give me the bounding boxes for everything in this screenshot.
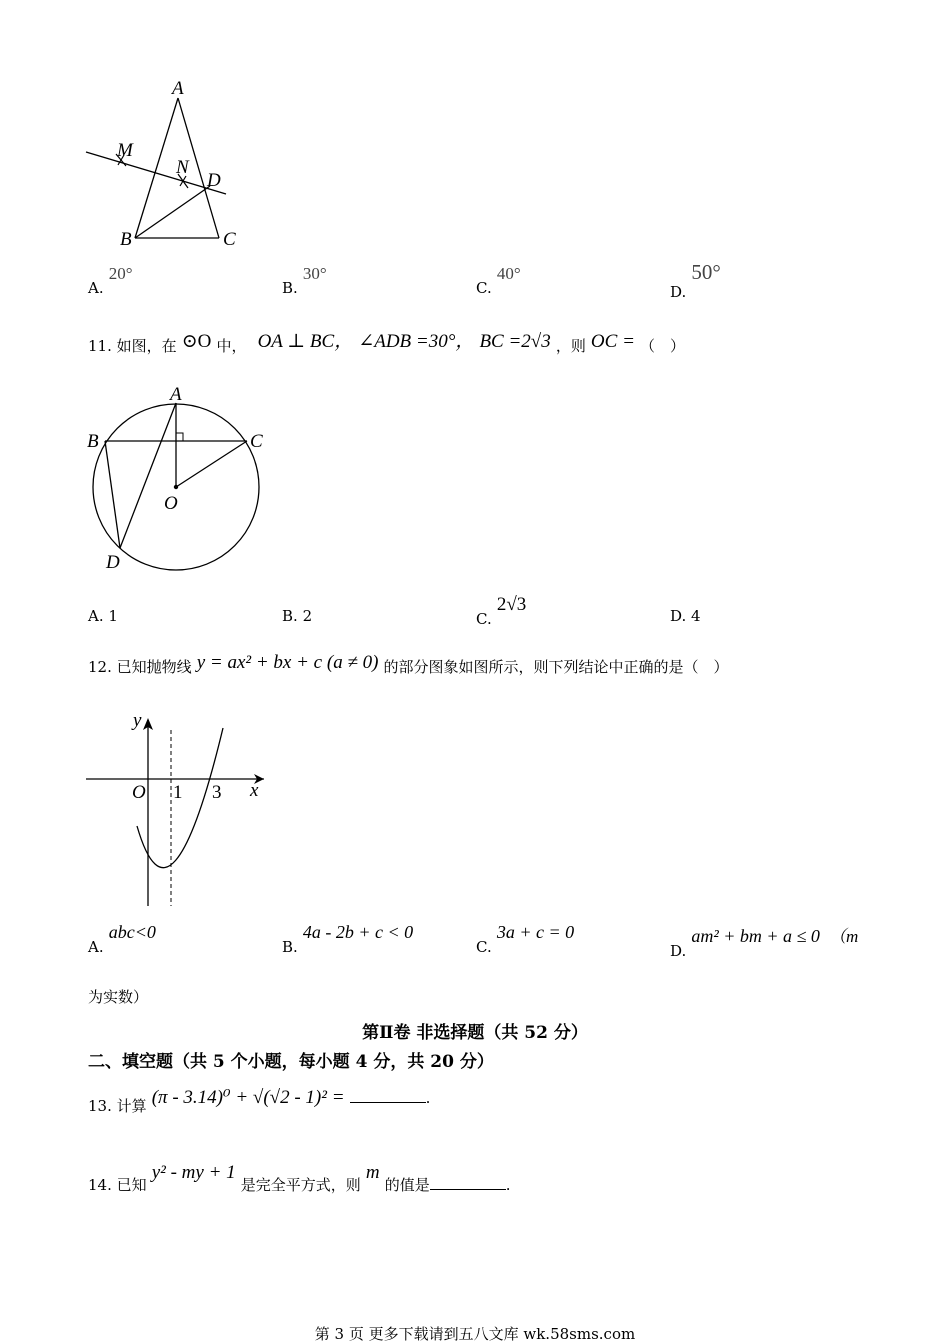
option-value: 2 bbox=[302, 607, 313, 625]
q11-option-d[interactable] bbox=[670, 607, 701, 625]
label-1: 1 bbox=[173, 782, 183, 803]
q10-triangle-figure bbox=[80, 76, 250, 256]
option-letter: B. bbox=[282, 938, 298, 956]
option-value: 3a + c = 0 bbox=[496, 922, 575, 942]
q11-ask: OC = bbox=[590, 331, 635, 352]
label-d: D bbox=[207, 170, 221, 191]
option-d-tail: （m bbox=[829, 927, 859, 946]
option-value: abc<0 bbox=[108, 922, 156, 942]
q13-answer-blank[interactable] bbox=[350, 1088, 426, 1103]
option-value: 1 bbox=[108, 607, 118, 625]
q14-tail: 的值是 bbox=[384, 1176, 430, 1194]
q12-number: 12. 已知抛物线 bbox=[88, 658, 192, 676]
chord-bd bbox=[105, 441, 120, 548]
q11-circle: ⊙O bbox=[181, 331, 212, 352]
label-3: 3 bbox=[212, 782, 222, 803]
label-b: B bbox=[87, 431, 99, 452]
q14-number: 14. 已知 bbox=[88, 1176, 147, 1194]
option-value: 4a - 2b + c < 0 bbox=[302, 922, 414, 942]
option-letter: A. bbox=[88, 279, 104, 297]
page-footer: 第 3 页 更多下载请到五八文库 wk.58sms.com bbox=[314, 1325, 636, 1343]
label-m: M bbox=[117, 140, 133, 161]
label-a: A bbox=[172, 78, 184, 99]
q13-number: 13. 计算 bbox=[88, 1097, 147, 1115]
q12-option-c[interactable] bbox=[476, 922, 575, 956]
label-y: y bbox=[133, 710, 142, 731]
option-letter: D. bbox=[670, 942, 687, 960]
option-letter: B. bbox=[282, 279, 298, 297]
q13-end: . bbox=[425, 1089, 431, 1107]
q10-option-b[interactable] bbox=[282, 264, 327, 297]
label-c: C bbox=[223, 229, 236, 250]
q14-end: . bbox=[505, 1176, 511, 1194]
part-heading: 二、填空题（共 5 个小题，每小题 4 分，共 20 分） bbox=[88, 1052, 494, 1072]
q11-cond1: OA ⊥ BC， bbox=[257, 331, 354, 352]
q12-formula: y = ax² + bx + c (a ≠ 0) bbox=[196, 652, 379, 673]
option-letter: C. bbox=[476, 938, 492, 956]
q11-middle: 中， bbox=[216, 337, 247, 355]
q10-option-a[interactable] bbox=[88, 264, 133, 297]
label-o: O bbox=[132, 782, 146, 803]
q13-expr: (π - 3.14)⁰ + √(√2 - 1)² = bbox=[151, 1087, 345, 1108]
q11-option-a[interactable] bbox=[88, 607, 118, 625]
q13-stem bbox=[88, 1086, 431, 1115]
q12-option-b[interactable] bbox=[282, 922, 414, 956]
q12-option-d-wrap: 为实数） bbox=[88, 988, 149, 1006]
label-n: N bbox=[176, 157, 189, 178]
option-value: 40° bbox=[496, 264, 521, 283]
q11-paren: （ ） bbox=[639, 337, 685, 355]
q12-rest: 的部分图象如图所示，则下列结论中正确的是（ ） bbox=[383, 658, 729, 676]
q12-parabola-graph bbox=[80, 708, 280, 913]
q10-option-d[interactable] bbox=[670, 260, 721, 301]
q11-cond3: BC =2√3 bbox=[479, 331, 551, 352]
label-d: D bbox=[106, 552, 120, 573]
right-angle-mark bbox=[176, 433, 183, 441]
q14-expr: y² - my + 1 bbox=[151, 1162, 236, 1183]
label-c: C bbox=[250, 431, 263, 452]
label-b: B bbox=[120, 229, 132, 250]
q14-stem bbox=[88, 1162, 511, 1194]
option-value: 20° bbox=[108, 264, 133, 283]
q11-option-b[interactable] bbox=[282, 607, 312, 625]
option-value: 2√3 bbox=[496, 594, 527, 615]
q11-option-c[interactable] bbox=[476, 594, 527, 628]
q12-stem bbox=[88, 652, 729, 674]
option-value: 30° bbox=[302, 264, 327, 283]
section-title: 第Ⅱ卷 非选择题（共 52 分） bbox=[362, 1023, 588, 1043]
label-a: A bbox=[170, 384, 182, 405]
q11-then: ，则 bbox=[555, 337, 586, 355]
option-value: 50° bbox=[691, 260, 721, 284]
label-x: x bbox=[250, 780, 259, 801]
segment-bd bbox=[135, 186, 210, 238]
option-letter: A. bbox=[88, 938, 104, 956]
q11-number: 11. 如图，在 bbox=[88, 337, 177, 355]
label-o: O bbox=[164, 493, 178, 514]
option-letter: D. bbox=[670, 607, 687, 625]
q14-mid: 是完全平方式，则 bbox=[240, 1176, 361, 1194]
q11-circle-figure bbox=[80, 380, 280, 580]
option-letter: C. bbox=[476, 610, 492, 628]
q10-option-c[interactable] bbox=[476, 264, 521, 297]
option-letter: A. bbox=[88, 607, 104, 625]
option-value: am² + bm + a ≤ 0 bbox=[691, 926, 820, 946]
q14-answer-blank[interactable] bbox=[430, 1175, 506, 1190]
q11-stem bbox=[88, 326, 685, 353]
q12-option-a[interactable] bbox=[88, 922, 156, 956]
q14-var: m bbox=[365, 1162, 380, 1183]
option-value: 4 bbox=[691, 607, 701, 625]
radius-oc bbox=[176, 441, 247, 487]
bisector-line bbox=[86, 152, 226, 194]
option-letter: D. bbox=[670, 283, 687, 301]
q12-option-d[interactable] bbox=[670, 922, 859, 960]
option-letter: C. bbox=[476, 279, 492, 297]
center-dot bbox=[174, 485, 178, 489]
chord-ad bbox=[120, 403, 176, 548]
q11-cond2: ∠ADB =30°， bbox=[358, 331, 475, 352]
option-letter: B. bbox=[282, 607, 298, 625]
